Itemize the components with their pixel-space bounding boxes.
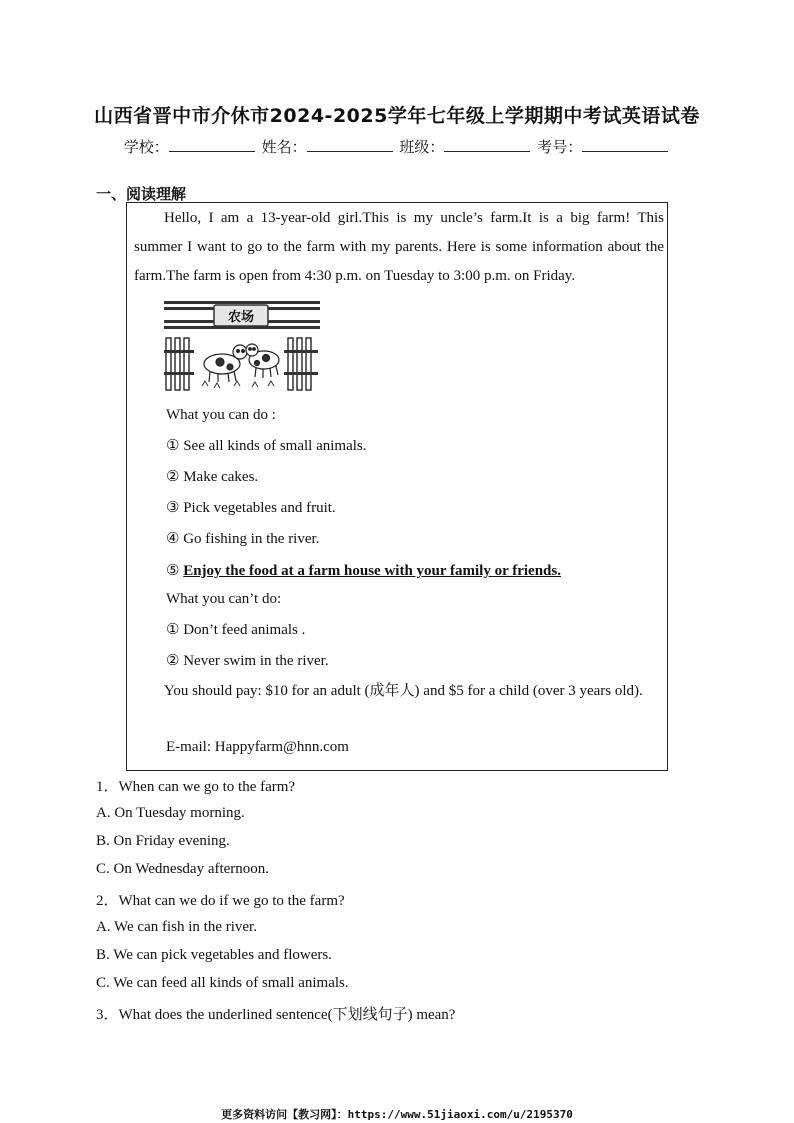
passage-intro: Hello, I am a 13-year-old girl.This is my uncle’s farm.It is a big farm! This summer I want to go to the farm with my parents. Here is some information about the farm.The farm is open from 4:30 p.m. on Tuesday to 3:00 p.m. on Friday. [134, 210, 664, 284]
farm-sign-text: 农场 [227, 310, 255, 325]
can-do-item: ① See all kinds of small animals. [166, 438, 367, 454]
question-option: C. On Wednesday afternoon. [96, 861, 270, 877]
cant-do-item: ② Never swim in the river. [166, 653, 329, 669]
student-info-line [0, 136, 794, 157]
school-label: 学校： [123, 138, 169, 156]
question-stem: 2．What can we do if we go to the farm? [96, 893, 345, 909]
pay-info: You should pay: $10 for an adult (成年人) and $5 for a child (over 3 years old). [164, 683, 643, 699]
question-stem: 1．When can we go to the farm? [96, 779, 296, 795]
question-option: C. We can feed all kinds of small animals. [96, 975, 349, 991]
can-do-item: ③ Pick vegetables and fruit. [166, 500, 336, 516]
cant-do-item: ① Don’t feed animals . [166, 622, 306, 638]
can-do-item-underlined: ⑤ Enjoy the food at a farm house with your family or friends. [166, 563, 561, 579]
exam-number-blank [582, 137, 668, 152]
cant-do-heading: What you can’t do: [166, 591, 282, 607]
page-title: 山西省晋中市介休市2024-2025学年七年级上学期期中考试英语试卷 [94, 105, 700, 127]
question-stem: 3．What does the underlined sentence(下划线句子) mean? [96, 1007, 456, 1023]
name-blank [307, 137, 393, 152]
class-blank [444, 137, 530, 152]
class-label: 班级： [399, 138, 445, 156]
can-do-item: ② Make cakes. [166, 469, 259, 485]
question-option: B. We can pick vegetables and flowers. [96, 947, 332, 963]
question-option: B. On Friday evening. [96, 833, 230, 849]
can-do-heading: What you can do : [166, 407, 276, 423]
question-option: A. We can fish in the river. [96, 919, 257, 935]
farm-illustration [164, 300, 320, 392]
exam-number-label: 考号： [537, 138, 583, 156]
underlined-sentence: Enjoy the food at a farm house with your family or friends. [183, 563, 561, 579]
school-blank [169, 137, 255, 152]
name-label: 姓名： [261, 138, 307, 156]
can-do-item: ④ Go fishing in the river. [166, 531, 320, 547]
email-line: E-mail: Happyfarm@hnn.com [166, 739, 349, 755]
question-option: A. On Tuesday morning. [96, 805, 245, 821]
footer-link[interactable]: 更多资料访问【教习网】：https://www.51jiaoxi.com/u/2195370 [221, 1108, 573, 1121]
section-heading: 一、阅读理解 [96, 185, 187, 203]
